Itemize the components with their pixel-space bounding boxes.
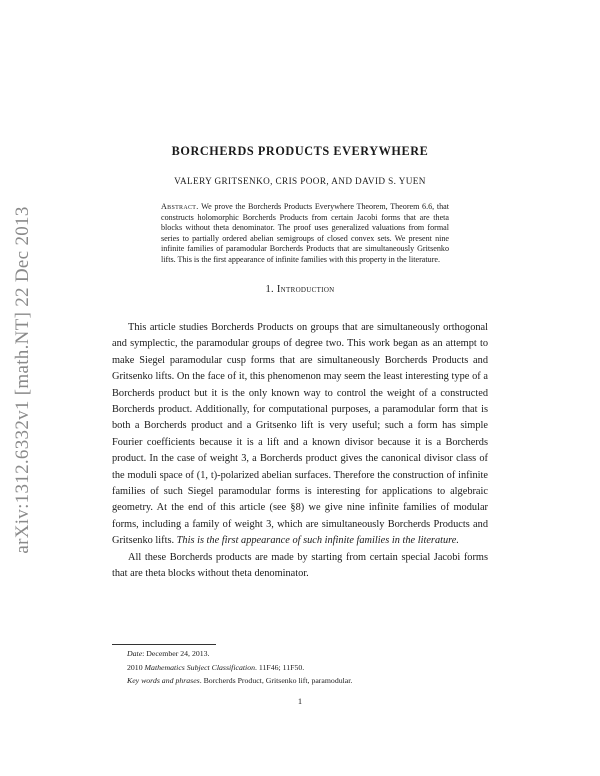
paragraph-2 bbox=[112, 550, 488, 583]
paper-authors: VALERY GRITSENKO, CRIS POOR, AND DAVID S. YUEN bbox=[174, 176, 426, 186]
introduction-body bbox=[112, 320, 488, 583]
arxiv-identifier-stamp bbox=[8, 170, 38, 590]
footnote-keywords-value: . Borcherds Product, Gritsenko lift, paramodular. bbox=[199, 676, 353, 686]
paragraph-1-text: This article studies Borcherds Products on groups that are simultaneously orthogonal and symplectic, the paramodular groups of degree two. This work began as an attempt to make Siegel paramodular cusp forms that are simultaneously Borcherds Products and Gritsenko lifts. On the face of it, this phenomenon may seem the least interesting type of a Borcherds product but it is the only known way to control the weight of a constructed Borcherds product. Additionally, for computational purposes, a paramodular form that is both a Borcherds product and a Gritsenko lift is very useful; such a form has simple Fourier coefficients because it is a lift and a known divisor because it is a Borcherds product. In the case of weight 3, a Borcherds product gives the canonical divisor class of the moduli space of (1, t)-polarized abelian surfaces. Therefore the construction of infinite families of such Siegel paramodular forms is interesting for applications to algebraic geometry. At the end of this article (see §8) we give nine infinite families of modular forms, including a family of weight 3, which are simultaneously Borcherds Products and Gritsenko lifts. bbox=[112, 322, 488, 547]
footnote-keywords bbox=[127, 675, 488, 686]
footnote-msc bbox=[127, 662, 488, 673]
abstract-label: Abstract. bbox=[161, 202, 199, 211]
footnote-keywords-label: Key words and phrases bbox=[127, 676, 200, 686]
paragraph-1 bbox=[112, 320, 488, 550]
footnote-divider bbox=[112, 644, 216, 645]
abstract-text: We prove the Borcherds Products Everywhere Theorem, Theorem 6.6, that constructs holomorphic Borcherds Products from certain Jacobi forms that are theta blocks without theta denominator. The proof uses generalized valuations from formal series to partially ordered abelian semigroups of closed convex sets. We present nine infinite families of paramodular Borcherds Products that are simultaneously Gritsenko lifts. This is the first appearance of infinite families with this property in the literature. bbox=[161, 202, 449, 264]
section-number: 1. bbox=[265, 284, 274, 295]
footnote-date-label: Date bbox=[127, 649, 143, 658]
page-number: 1 bbox=[297, 696, 303, 706]
arxiv-identifier-text: arXiv:1312.6332v1 [math.NT] 22 Dec 2013 bbox=[12, 206, 33, 554]
section-heading bbox=[0, 284, 600, 295]
footnotes bbox=[127, 648, 488, 689]
footnote-msc-value: . 11F46; 11F50. bbox=[255, 662, 305, 672]
paper-title: BORCHERDS PRODUCTS EVERYWHERE bbox=[171, 144, 429, 158]
section-title: Introduction bbox=[276, 284, 335, 295]
abstract bbox=[161, 202, 449, 266]
paragraph-1-emphasis: This is the first appearance of such infinite families in the literature. bbox=[176, 535, 459, 547]
footnote-msc-label: Mathematics Subject Classification bbox=[144, 662, 255, 672]
footnote-date bbox=[127, 648, 488, 659]
footnote-date-value: : December 24, 2013. bbox=[142, 649, 210, 658]
footnote-msc-prefix: 2010 bbox=[127, 662, 145, 672]
paragraph-2-text: All these Borcherds products are made by starting from certain special Jacobi forms that are theta blocks without theta denominator. bbox=[112, 551, 488, 580]
